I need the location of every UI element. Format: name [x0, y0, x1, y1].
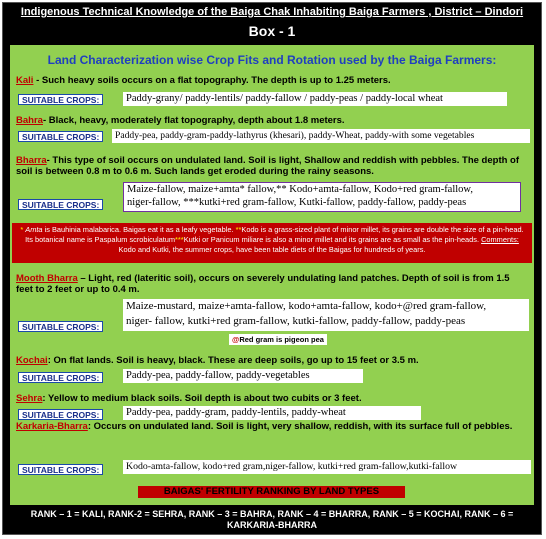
soil-kali	[16, 75, 528, 86]
asterisk-mark: *	[20, 225, 26, 234]
soil-mooth-bharra	[16, 273, 528, 295]
suitable-crops-label: SUITABLE CROPS:	[18, 372, 103, 383]
ranking-line-2: KARKARIA-BHARRA	[227, 520, 317, 530]
amta-term: Amta	[25, 225, 43, 234]
footnote-box: * Amta is Bauhinia malabarica. Baigas eat it as a leafy vegetable. **Kodo is a grass-sized plant of minor millet, its grains are double the size of a pin-head. Its botanical name is Paspalum scrobiculatum***Kutki or Panicum miliare is also a minor millet and its grains are as small as the pin-heads. Comments: Kodo and Kutki, the summer crops, have been table diets of the Baigas for hundreds of years.	[12, 223, 532, 263]
ranking-line-1: RANK – 1 = KALI, RANK-2 = SEHRA, RANK – 3 = BAHRA, RANK – 4 = BHARRA, RANK – 5 = KOCHAI, RANK – 6 =	[30, 509, 514, 519]
soil-description: : On flat lands. Soil is heavy, black. These are deep soils, go up to 15 feet or 3.5 m.	[47, 355, 419, 366]
crops-line-2: niger- fallow, kutki+red gram-fallow, kutki-fallow, paddy-fallow, paddy-peas	[126, 315, 466, 327]
soil-name: Bharra	[16, 155, 47, 166]
suitable-crops-value: Paddy-pea, paddy-gram, paddy-lentils, paddy-wheat	[123, 406, 421, 420]
soil-name: Kochai	[16, 355, 48, 366]
pigeon-pea-note: @Red gram is pigeon pea	[229, 334, 327, 345]
suitable-crops-label: SUITABLE CROPS:	[18, 199, 103, 210]
suitable-crops-label: SUITABLE CROPS:	[18, 409, 103, 420]
content-panel	[10, 45, 534, 505]
soil-name: Karkaria-Bharra	[16, 421, 88, 432]
suitable-crops-value: Paddy-pea, paddy-gram-paddy-lathyrus (khesari), paddy-Wheat, paddy-with some vegetables	[112, 129, 530, 143]
soil-description: - Such heavy soils occurs on a flat topography. The depth is up to 1.25 meters.	[33, 75, 391, 86]
soil-sehra	[16, 393, 528, 404]
soil-description: – Light, red (lateritic soil), occurs on severely undulating land patches. Depth of soil is from 1.5 feet to 2 feet or up to 0.4 m.	[16, 273, 510, 295]
soil-description: : Occurs on undulated land. Soil is light, very shallow, reddish, with its surface full of pebbles.	[87, 421, 513, 432]
suitable-crops-value: Paddy-grany/ paddy-lentils/ paddy-fallow / paddy-peas / paddy-local wheat	[123, 92, 507, 106]
crops-line-2: niger-fallow, ***kutki+red gram-fallow, Kutki-fallow, paddy-fallow, paddy-peas	[127, 197, 467, 208]
soil-name: Kali	[16, 75, 34, 86]
ranking-title: BAIGAS' FERTILITY RANKING BY LAND TYPES	[138, 486, 405, 498]
soil-name: Bahra	[16, 115, 43, 126]
suitable-crops-label: SUITABLE CROPS:	[18, 94, 103, 105]
document-title: Indigenous Technical Knowledge of the Baiga Chak Inhabiting Baiga Farmers , District – Dindori	[20, 6, 524, 18]
crops-line-1: Maize-fallow, maize+amta* fallow,** Kodo+amta-fallow, Kodo+red gram-fallow,	[127, 184, 473, 195]
soil-description: : Yellow to medium black soils. Soil depth is about two cubits or 3 feet.	[42, 393, 362, 404]
at-symbol: @	[232, 335, 240, 344]
soil-name: Mooth Bharra	[16, 273, 78, 284]
suitable-crops-value	[123, 299, 529, 331]
asterisk-mark: ***	[175, 235, 184, 244]
suitable-crops-value	[123, 182, 521, 212]
soil-bharra	[16, 155, 528, 177]
comments-label: Comments:	[481, 235, 519, 244]
suitable-crops-value: Kodo-amta-fallow, kodo+red gram,niger-fallow, kutki+red gram-fallow,kutki-fallow	[123, 460, 531, 474]
soil-karkaria-bharra	[16, 421, 528, 432]
section-heading: Land Characterization wise Crop Fits and Rotation used by the Baiga Farmers:	[47, 53, 497, 67]
suitable-crops-label: SUITABLE CROPS:	[18, 321, 103, 332]
soil-kochai	[16, 355, 528, 366]
soil-description: - Black, heavy, moderately flat topography, depth about 1.8 meters.	[42, 115, 345, 126]
soil-bahra	[16, 115, 528, 126]
crops-line-1: Maize-mustard, maize+amta-fallow, kodo+amta-fallow, kodo+@red gram-fallow,	[126, 300, 487, 312]
box-label: Box - 1	[248, 23, 296, 39]
suitable-crops-label: SUITABLE CROPS:	[18, 131, 103, 142]
suitable-crops-label: SUITABLE CROPS:	[18, 464, 103, 475]
ranking-footer	[3, 509, 541, 531]
asterisk-mark: **	[235, 225, 242, 234]
box-frame	[2, 2, 542, 535]
soil-name: Sehra	[16, 393, 43, 404]
suitable-crops-value: Paddy-pea, paddy-fallow, paddy-vegetables	[123, 369, 363, 383]
soil-description: - This type of soil occurs on undulated land. Soil is light, Shallow and reddish with pebbles. The depth of soil is between 0.8 m to 0.6 m. Such lands get eroded during the rainy seasons.	[16, 155, 520, 177]
